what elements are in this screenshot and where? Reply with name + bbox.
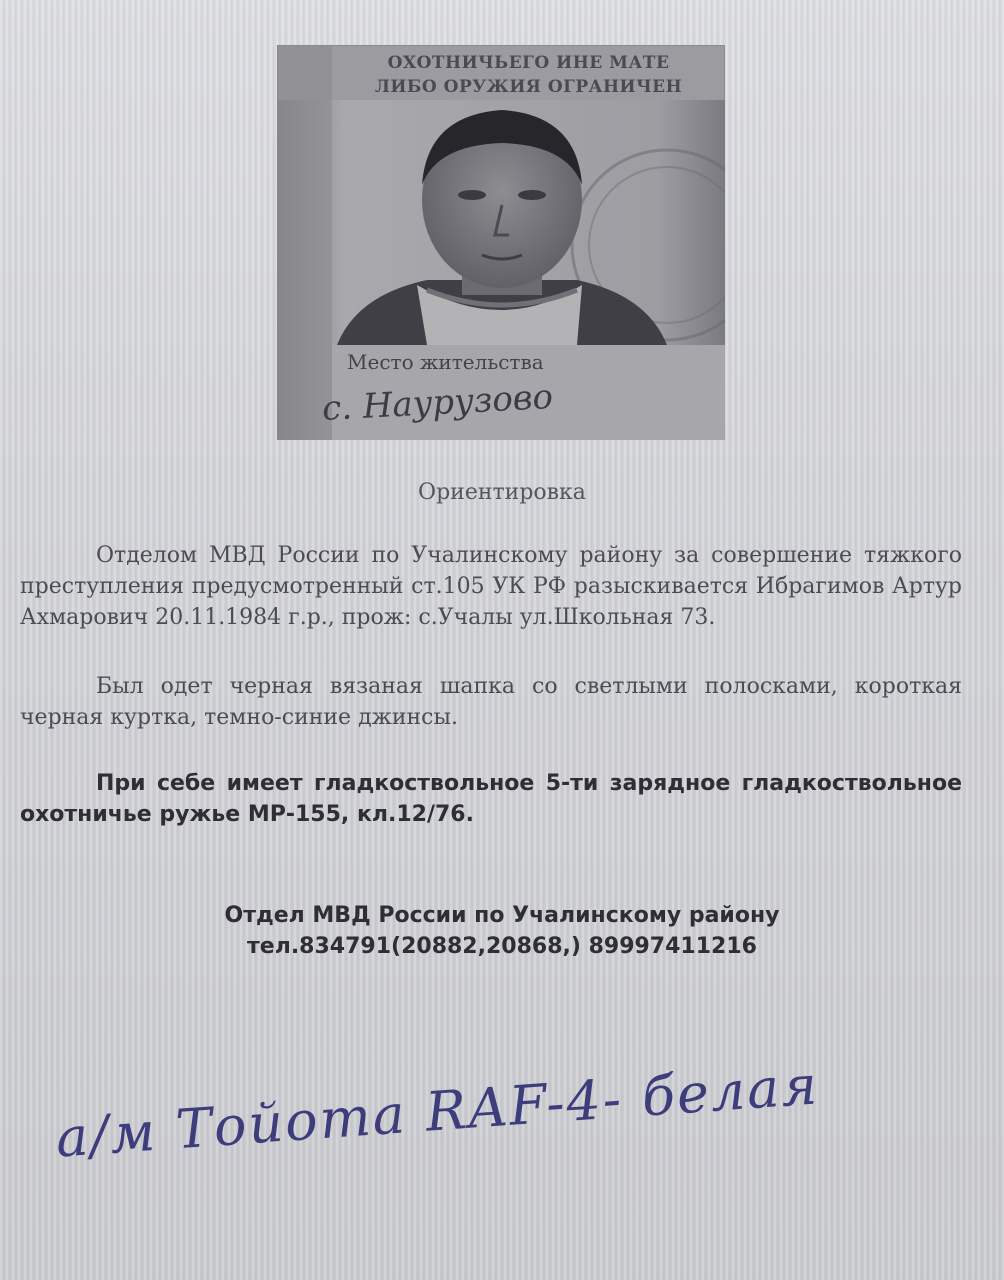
paragraph-clothing-text: Был одет черная вязаная шапка со светлыми полосками, короткая черная куртка, темно-синие джинсы. xyxy=(20,674,962,730)
photo-header-line2: ЛИБО ОРУЖИЯ ОГРАНИЧЕН xyxy=(374,77,683,97)
weapon-notice xyxy=(20,768,962,830)
footer-phone: тел.834791(20882,20868,) 89997411216 xyxy=(247,934,757,959)
footer-department: Отдел МВД России по Учалинскому району xyxy=(224,903,780,928)
suspect-photo xyxy=(277,45,725,440)
paragraph-wanted xyxy=(20,540,962,633)
residence-handwritten: с. Наурузово xyxy=(321,376,554,430)
paragraph-clothing xyxy=(20,671,962,733)
handwritten-note: а/м Тойота RAF-4- белая xyxy=(53,1053,821,1170)
weapon-notice-text: При себе имеет гладкоствольное 5-ти зарядное гладкоствольное охотничье ружье МР-155, кл.12/76. xyxy=(20,771,962,827)
document-title: Ориентировка xyxy=(418,480,586,505)
contact-footer xyxy=(0,900,1004,962)
photo-header-line1: ОХОТНИЧЬЕГО ИНЕ МАТЕ xyxy=(387,53,670,73)
residence-label: Место жительства xyxy=(347,350,544,374)
paragraph-wanted-text: Отделом МВД России по Учалинскому району за совершение тяжкого преступления предусмотренный ст.105 УК РФ разыскивается Ибрагимов Артур Ахмарович 20.11.1984 г.р., прож: с.Учалы ул.Школьная 73. xyxy=(20,543,962,630)
